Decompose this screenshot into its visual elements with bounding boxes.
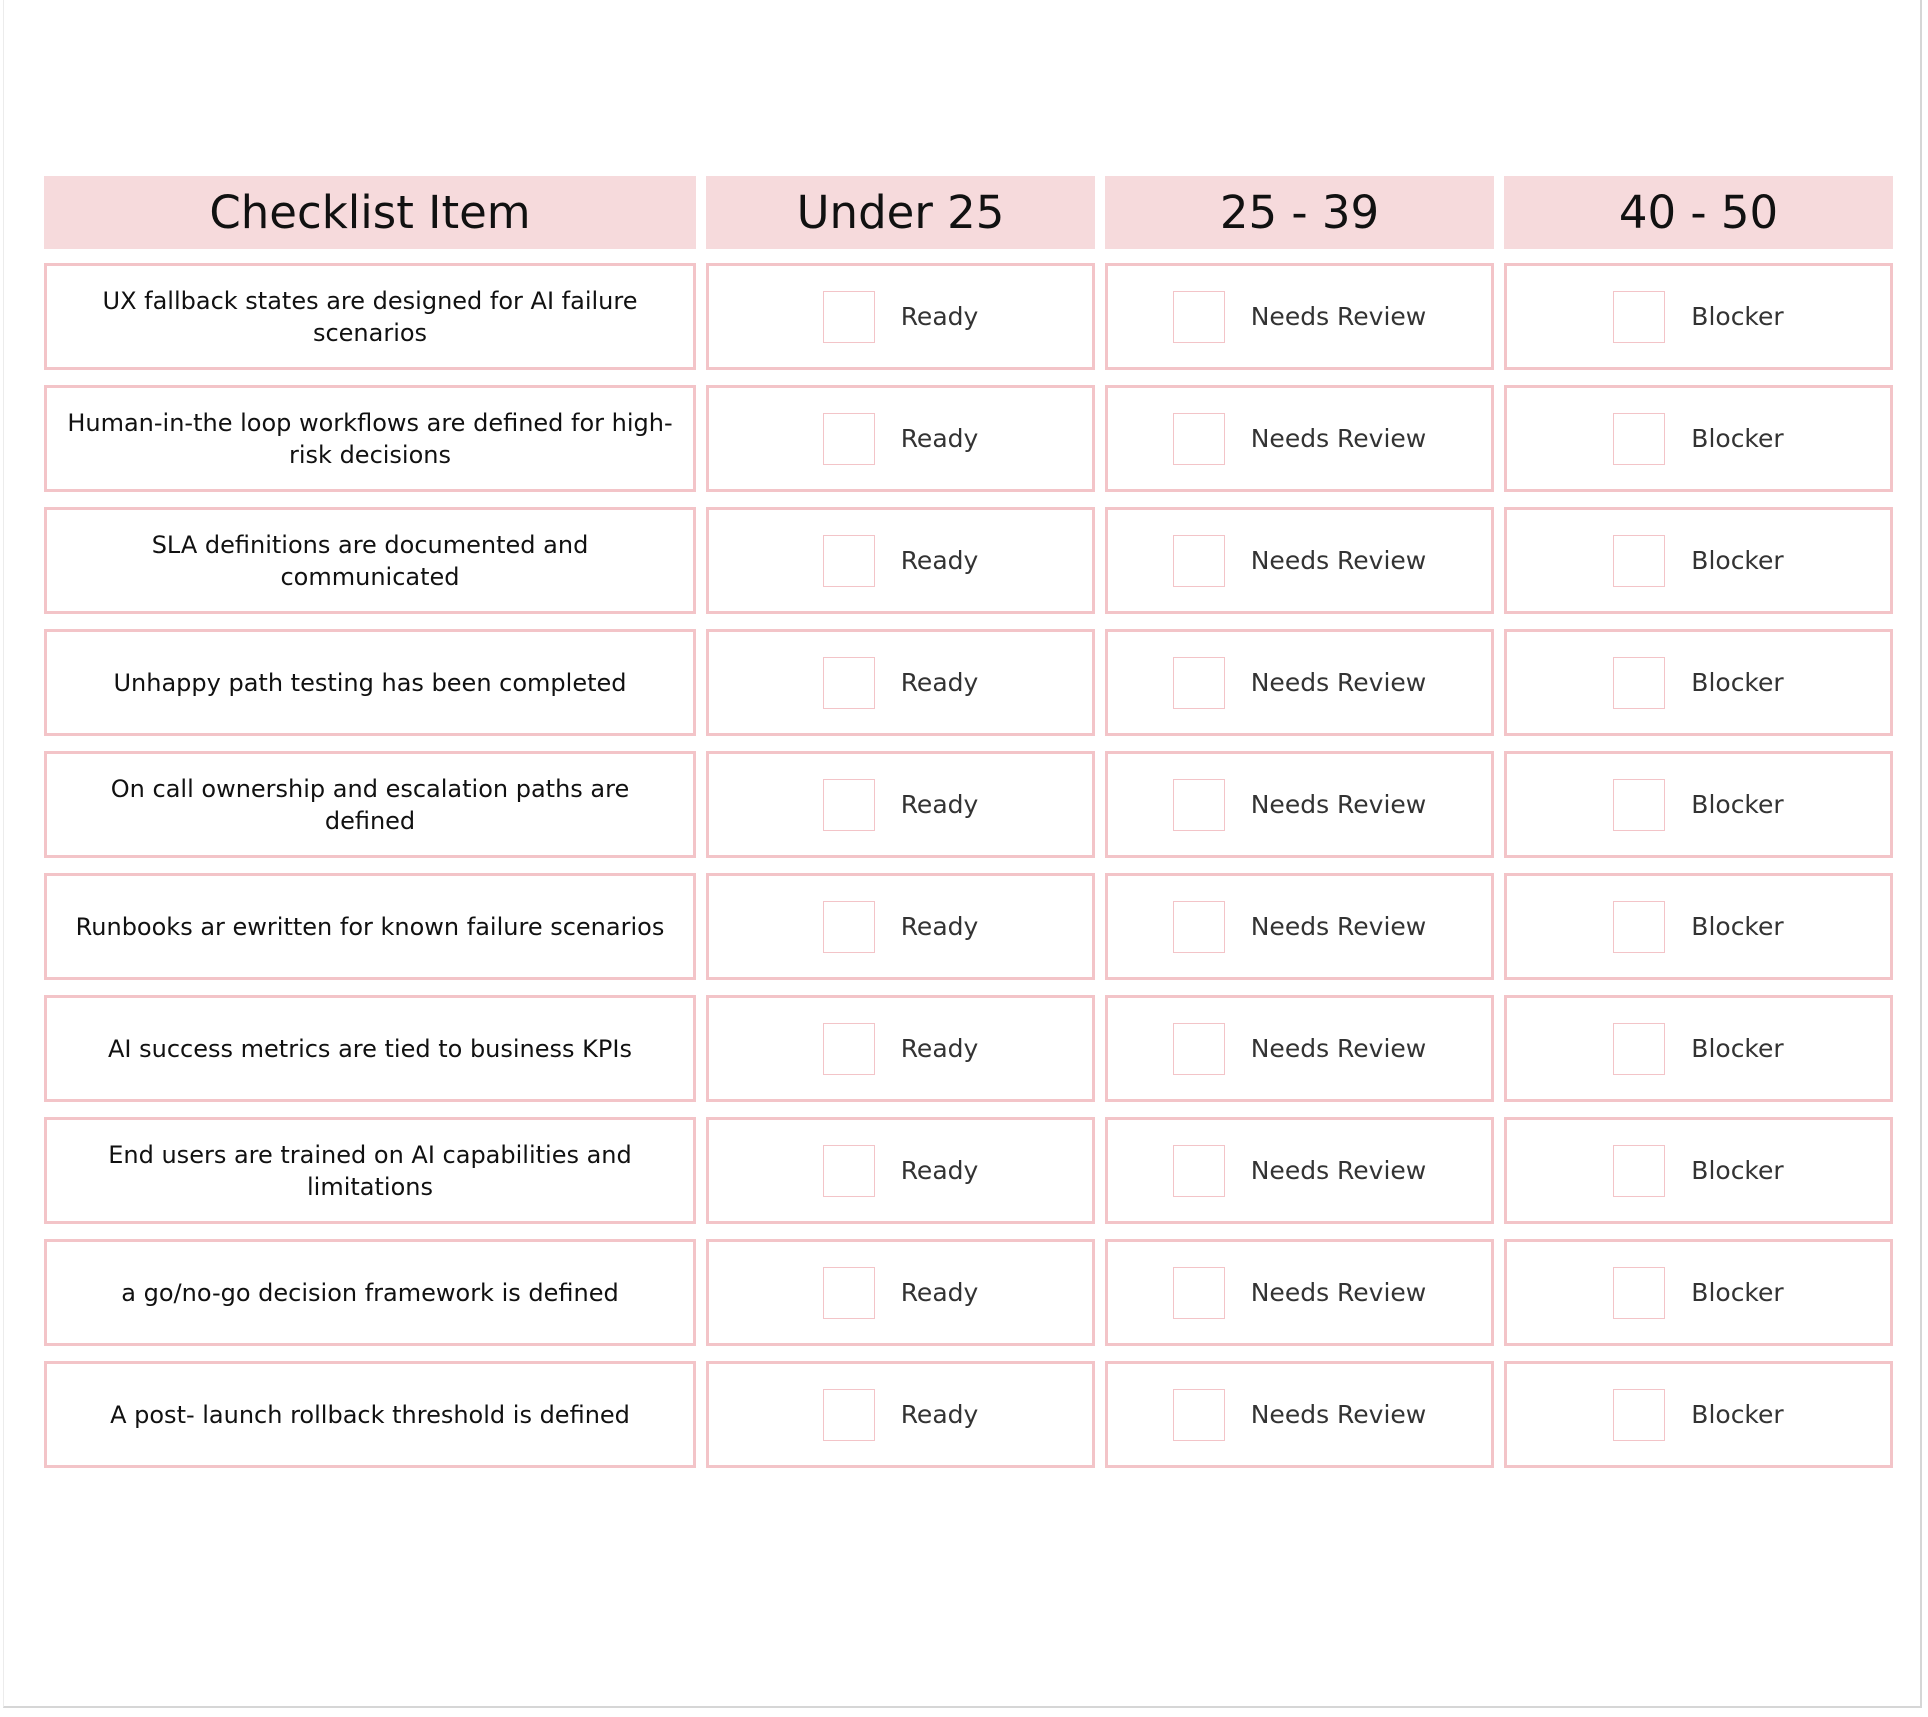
option-cell-needs-review <box>1105 629 1494 736</box>
option-label-needs-review: Needs Review <box>1250 424 1427 453</box>
option-ready <box>823 1145 979 1197</box>
option-cell-needs-review <box>1105 873 1494 980</box>
option-blocker <box>1613 1267 1783 1319</box>
checkbox-ready[interactable] <box>823 535 875 587</box>
option-blocker <box>1613 1145 1783 1197</box>
document-page <box>3 0 1922 1708</box>
option-label-blocker: Blocker <box>1691 546 1784 575</box>
option-blocker <box>1613 413 1783 465</box>
checkbox-blocker[interactable] <box>1613 1023 1665 1075</box>
option-label-blocker: Blocker <box>1691 1400 1784 1429</box>
option-cell-ready <box>706 1239 1095 1346</box>
header-under-25: Under 25 <box>706 176 1095 249</box>
checklist-item-cell <box>44 995 696 1102</box>
checkbox-needs-review[interactable] <box>1173 535 1225 587</box>
option-cell-needs-review <box>1105 1239 1494 1346</box>
option-label-needs-review: Needs Review <box>1250 1156 1427 1185</box>
header-checklist-item: Checklist Item <box>44 176 696 249</box>
checkbox-blocker[interactable] <box>1613 779 1665 831</box>
option-cell-blocker <box>1504 263 1893 370</box>
checkbox-needs-review[interactable] <box>1173 1023 1225 1075</box>
checkbox-blocker[interactable] <box>1613 657 1665 709</box>
checkbox-blocker[interactable] <box>1613 1267 1665 1319</box>
option-label-ready: Ready <box>900 1156 979 1185</box>
option-label-ready: Ready <box>900 1034 979 1063</box>
option-ready <box>823 657 979 709</box>
option-label-blocker: Blocker <box>1691 912 1784 941</box>
option-needs-review <box>1173 291 1427 343</box>
option-label-needs-review: Needs Review <box>1250 668 1427 697</box>
option-label-ready: Ready <box>900 302 979 331</box>
option-cell-blocker <box>1504 1117 1893 1224</box>
option-needs-review <box>1173 1389 1427 1441</box>
option-label-ready: Ready <box>900 912 979 941</box>
checklist-item-text: AI success metrics are tied to business KPIs <box>108 1034 632 1063</box>
checkbox-blocker[interactable] <box>1613 291 1665 343</box>
option-cell-needs-review <box>1105 751 1494 858</box>
checkbox-blocker[interactable] <box>1613 535 1665 587</box>
checkbox-blocker[interactable] <box>1613 1389 1665 1441</box>
checklist-item-text: Human-in-the loop workflows are defined for high-risk decisions <box>67 408 673 469</box>
option-cell-ready <box>706 1361 1095 1468</box>
checkbox-ready[interactable] <box>823 657 875 709</box>
option-ready <box>823 1267 979 1319</box>
checklist-item-text: Runbooks ar ewritten for known failure scenarios <box>75 912 665 941</box>
option-needs-review <box>1173 413 1427 465</box>
option-needs-review <box>1173 1023 1427 1075</box>
option-label-ready: Ready <box>900 424 979 453</box>
checklist-item-text: End users are trained on AI capabilities and limitations <box>108 1140 632 1201</box>
option-ready <box>823 901 979 953</box>
option-cell-ready <box>706 263 1095 370</box>
checklist-table <box>44 176 1893 1468</box>
option-cell-ready <box>706 507 1095 614</box>
option-cell-needs-review <box>1105 995 1494 1102</box>
option-label-blocker: Blocker <box>1691 668 1784 697</box>
option-label-blocker: Blocker <box>1691 1034 1784 1063</box>
option-blocker <box>1613 535 1783 587</box>
option-cell-ready <box>706 995 1095 1102</box>
option-cell-needs-review <box>1105 1117 1494 1224</box>
option-needs-review <box>1173 1267 1427 1319</box>
option-ready <box>823 535 979 587</box>
option-blocker <box>1613 901 1783 953</box>
option-needs-review <box>1173 535 1427 587</box>
option-label-blocker: Blocker <box>1691 424 1784 453</box>
checklist-item-text: SLA definitions are documented and communicated <box>151 530 589 591</box>
checklist-item-cell <box>44 751 696 858</box>
checklist-item-cell <box>44 629 696 736</box>
option-cell-ready <box>706 385 1095 492</box>
option-needs-review <box>1173 779 1427 831</box>
option-label-needs-review: Needs Review <box>1250 1278 1427 1307</box>
checklist-item-text: UX fallback states are designed for AI failure scenarios <box>102 286 638 347</box>
option-cell-needs-review <box>1105 385 1494 492</box>
option-ready <box>823 779 979 831</box>
option-cell-blocker <box>1504 751 1893 858</box>
option-cell-blocker <box>1504 385 1893 492</box>
checklist-item-cell <box>44 873 696 980</box>
option-cell-needs-review <box>1105 263 1494 370</box>
option-blocker <box>1613 1389 1783 1441</box>
option-label-needs-review: Needs Review <box>1250 912 1427 941</box>
checklist-item-cell <box>44 1117 696 1224</box>
checkbox-ready[interactable] <box>823 1389 875 1441</box>
option-ready <box>823 1023 979 1075</box>
checkbox-needs-review[interactable] <box>1173 657 1225 709</box>
option-ready <box>823 413 979 465</box>
option-cell-ready <box>706 1117 1095 1224</box>
checklist-item-text: A post- launch rollback threshold is defined <box>110 1400 630 1429</box>
checklist-item-text: Unhappy path testing has been completed <box>113 668 627 697</box>
option-blocker <box>1613 779 1783 831</box>
checkbox-needs-review[interactable] <box>1173 779 1225 831</box>
header-25-39: 25 - 39 <box>1105 176 1494 249</box>
checklist-item-text: On call ownership and escalation paths are defined <box>110 774 630 835</box>
checklist-item-text: a go/no-go decision framework is defined <box>121 1278 619 1307</box>
option-label-needs-review: Needs Review <box>1250 302 1427 331</box>
option-blocker <box>1613 291 1783 343</box>
option-label-needs-review: Needs Review <box>1250 1034 1427 1063</box>
checklist-item-cell <box>44 507 696 614</box>
option-label-blocker: Blocker <box>1691 302 1784 331</box>
option-label-ready: Ready <box>900 668 979 697</box>
option-label-ready: Ready <box>900 790 979 819</box>
checkbox-needs-review[interactable] <box>1173 1145 1225 1197</box>
option-cell-blocker <box>1504 507 1893 614</box>
option-cell-needs-review <box>1105 1361 1494 1468</box>
checklist-item-cell <box>44 263 696 370</box>
option-blocker <box>1613 657 1783 709</box>
checkbox-ready[interactable] <box>823 1145 875 1197</box>
option-label-blocker: Blocker <box>1691 1278 1784 1307</box>
checklist-item-cell <box>44 1239 696 1346</box>
option-cell-ready <box>706 751 1095 858</box>
checkbox-needs-review[interactable] <box>1173 901 1225 953</box>
checkbox-blocker[interactable] <box>1613 1145 1665 1197</box>
checkbox-blocker[interactable] <box>1613 901 1665 953</box>
option-needs-review <box>1173 657 1427 709</box>
option-cell-ready <box>706 873 1095 980</box>
checkbox-needs-review[interactable] <box>1173 291 1225 343</box>
option-blocker <box>1613 1023 1783 1075</box>
checkbox-ready[interactable] <box>823 413 875 465</box>
option-label-ready: Ready <box>900 1278 979 1307</box>
option-cell-blocker <box>1504 1361 1893 1468</box>
option-cell-blocker <box>1504 629 1893 736</box>
option-label-ready: Ready <box>900 546 979 575</box>
option-ready <box>823 1389 979 1441</box>
option-cell-needs-review <box>1105 507 1494 614</box>
checkbox-ready[interactable] <box>823 901 875 953</box>
checkbox-blocker[interactable] <box>1613 413 1665 465</box>
option-label-needs-review: Needs Review <box>1250 1400 1427 1429</box>
option-label-needs-review: Needs Review <box>1250 790 1427 819</box>
option-cell-blocker <box>1504 873 1893 980</box>
option-ready <box>823 291 979 343</box>
option-cell-blocker <box>1504 995 1893 1102</box>
option-label-ready: Ready <box>900 1400 979 1429</box>
checkbox-ready[interactable] <box>823 779 875 831</box>
checkbox-needs-review[interactable] <box>1173 413 1225 465</box>
option-label-blocker: Blocker <box>1691 1156 1784 1185</box>
checkbox-ready[interactable] <box>823 291 875 343</box>
checkbox-ready[interactable] <box>823 1267 875 1319</box>
option-needs-review <box>1173 901 1427 953</box>
option-label-blocker: Blocker <box>1691 790 1784 819</box>
option-cell-blocker <box>1504 1239 1893 1346</box>
checkbox-ready[interactable] <box>823 1023 875 1075</box>
option-cell-ready <box>706 629 1095 736</box>
checkbox-needs-review[interactable] <box>1173 1389 1225 1441</box>
option-label-needs-review: Needs Review <box>1250 546 1427 575</box>
header-40-50: 40 - 50 <box>1504 176 1893 249</box>
checklist-item-cell <box>44 1361 696 1468</box>
checkbox-needs-review[interactable] <box>1173 1267 1225 1319</box>
option-needs-review <box>1173 1145 1427 1197</box>
checklist-item-cell <box>44 385 696 492</box>
